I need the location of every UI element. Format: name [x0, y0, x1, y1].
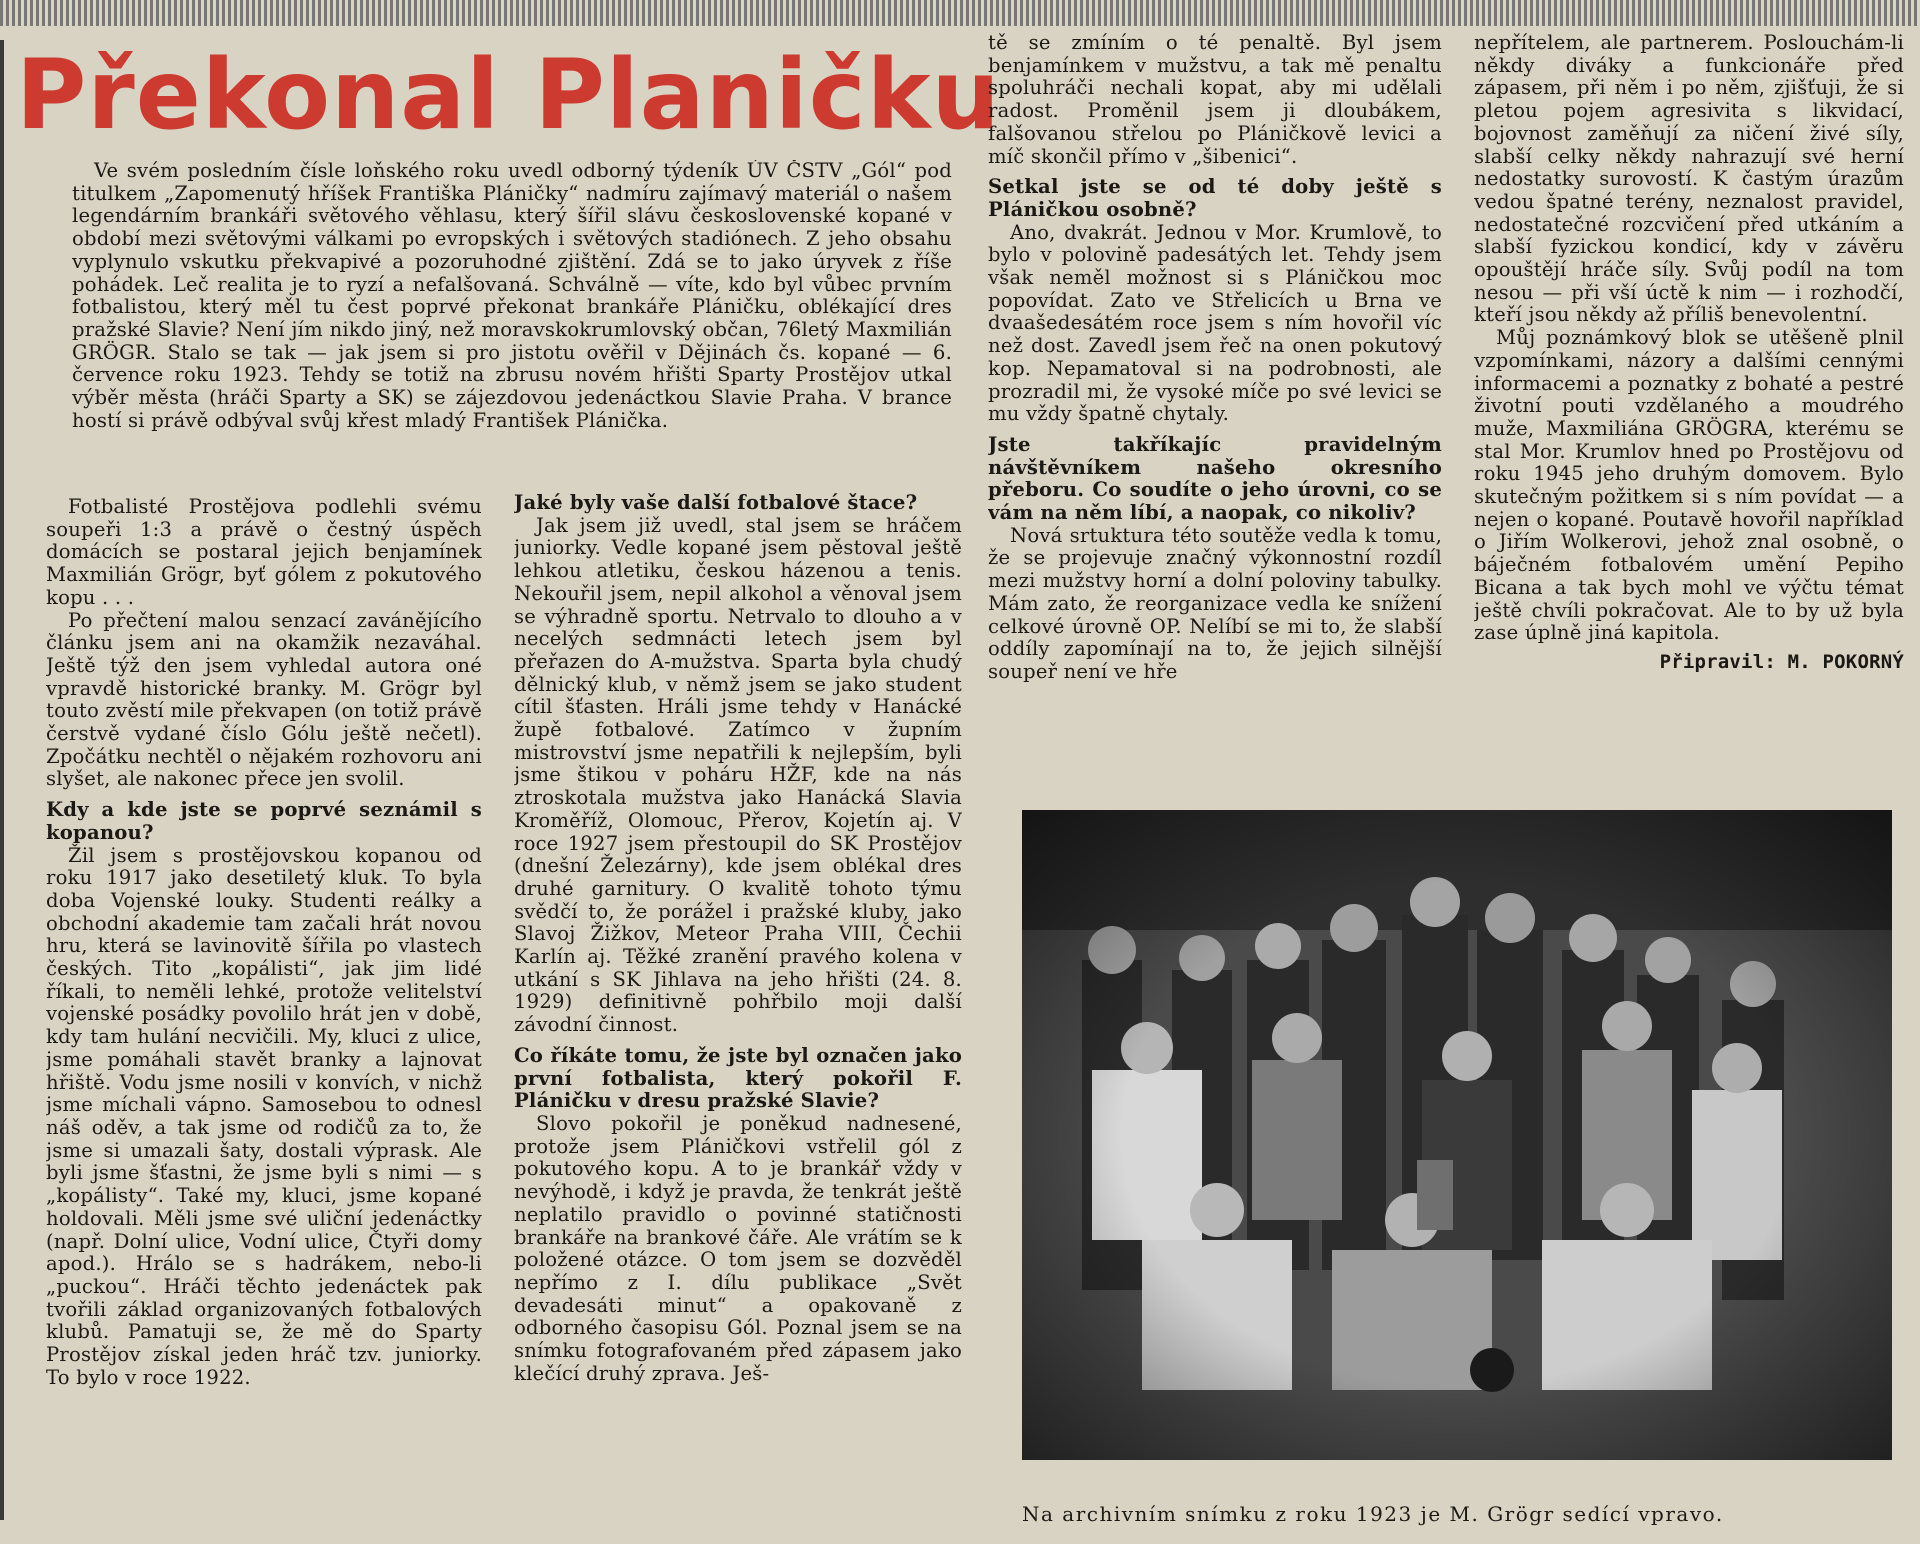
- answer-2: Jak jsem již uvedl, stal jsem se hráčem juniorky. Vedle kopané jsem pěstoval ještě lehkou atletiku, českou házenou a tenis. Nekouřil jsem, nepil alkohol a věnoval jsem se výhradně sportu. Netrvalo to dlouho a v necelých sedmnácti letech jsem byl přeřazen do A-mužstva. Sparta byla chudý dělnický klub, v němž jsem se jako student cítil šťasten. Hráli jsme tehdy v Hanácké župě fotbalové. Zatímco v župním mistrovství jsme nepatřili k nejlepším, byli jsme štikou v poháru HŽF, kde na nás ztroskotala mužstva jako Hanácká Slavia Kroměříž, Olomouc, Přerov, Kojetín aj. V roce 1927 jsem přestoupil do SK Prostějov (dnešní Železárny), kde jsem oblékal dres druhé garnitury. O kvalitě tohoto týmu svědčí to, že porážel i pražské kluby, jako Slavoj Žižkov, Meteor Praha VIII, Čechii Karlín aj. Těžké zranění pravého kolena v utkání s SK Jihlava na jeho hřišti (24. 8. 1929) definitivně pohřbilo moji další závodní činnost.: [514, 513, 962, 1037]
- answer-3: Slovo pokořil je poněkud nadnesené, protože jsem Pláničkovi vstřelil gól z pokutového kopu. A to je brankář vždy v nevýhodě, i když je pravda, že tenkrát ještě neplatilo pravidlo o povinné statičnosti brankáře na brankové čáře. Ale vrátím se k položené otázce. O tom jsem se dozvěděl nepřímo z I. dílu publikace „Svět devadesáti minut“ a opakovaně z odborného časopisu Gól. Poznal jsem se na snímku fotografovaném před zápasem jako klečící druhý zprava. Ješ-: [514, 1111, 962, 1385]
- column-1: [46, 496, 482, 1526]
- answer-5-continued: nepřítelem, ale partnerem. Poslouchám-li někdy diváky a funkcionáře před zápasem, při něm i po něm, zjišťuji, že si pletou pojem agresivita s likvidací, bojovnost zaměňují za ničení živé síly, slabší celky někdy nahrazují své herní nedostatky surovostí. K častým úrazům vedou špatné terény, neznalost pravidel, nedostatečné rozcvičení před utkáním a slabší fyzickou kondicí, kdy v závěru opouštějí hráče síly. Svůj podíl na tom nesou — při vší úctě k nim — i rozhodčí, kteří jsou někdy až příliš benevolentní.: [1474, 32, 1904, 327]
- page-edge: [0, 40, 4, 1520]
- answer-1: Žil jsem s prostějovskou kopanou od roku 1917 jako desetiletý kluk. To byla doba Vojenské louky. Studenti reálky a obchodní akademie tam začali hrát novou hru, která se lavinovitě šířila po vlastech českých. Tito „kopálisti“, jak jim lidé říkali, to neměli lehké, protože velitelství vojenské posádky povolilo hrát jen v době, kdy tam hulání necvičili. My, kluci z ulice, jsme pomáhali stavět branky a lajnovat hřiště. Vodu jsme nosili v konvích, v nichž jsme míchali vápno. Samosebou to odnesl náš oděv, a tak jsme od rodičů za to, že jsme si umazali šaty, dostali výprask. Ale byli jsme šťastni, že jsme byli s nimi — s „kopálisty“. Také my, kluci, jsme kopané holdovali. Měli jsme své uliční jedenáctky (např. Dolní ulice, Vodní ulice, Čtyři domy apod.). Hrálo se s hadrákem, nebo-li „puckou“. Hráči těchto jedenáctek pak tvořili základ organizovaných fotbalových klubů. Pamatuji se, že mě do Sparty Prostějov získal jeden hráč tzv. juniorky. To bylo v roce 1922.: [46, 843, 482, 1389]
- intro-block: [72, 160, 952, 480]
- col1-paragraph-1: Fotbalisté Prostějova podlehli svému soupeři 1:3 a právě o čestný úspěch domácích se postaral jejich benjamínek Maxmilián Grögr, byť gólem z pokutového kopu . . .: [46, 496, 482, 609]
- answer-4: Ano, dvakrát. Jednou v Mor. Krumlově, to bylo v polovině padesátých let. Tehdy jsem však neměl možnost si s Pláničkou moc popovídat. Zato ve Střelicích u Brna ve dvaašedesátém roce jsem s ním hovořil víc než dost. Zavedl jsem řeč na onen pokutový kop. Nepamatoval si na podrobnosti, ale prozradil mi, že vysoké míče po své levici se mu vždy špatně chytaly.: [988, 220, 1442, 426]
- answer-5: Nová srtuktura této soutěže vedla k tomu, že se projevuje značný výkonnostní rozdíl mezi mužstvy horní a dolní poloviny tabulky. Mám zato, že reorganizace vedla ke snížení celkové úrovně OP. Nelíbí se mi to, že slabší oddíly zapomínají na to, že jejich silnější soupeř není ve hře: [988, 523, 1442, 683]
- author-byline: Připravil: M. POKORNÝ: [1659, 650, 1904, 673]
- question-5: Jste takříkajíc pravidelným návštěvníkem našeho okresního přeboru. Co soudíte o jeho úrovni, co se vám na něm líbí, a naopak, co nikoliv?: [988, 432, 1442, 525]
- question-3: Co říkáte tomu, že jste byl označen jako první fotbalista, který pokořil F. Pláničku v dresu pražské Slavie?: [514, 1043, 962, 1113]
- photo-caption: Na archivním snímku z roku 1923 je M. Grögr sedící vpravo.: [1022, 1502, 1724, 1526]
- col1-paragraph-2: Po přečtení malou senzací zavánějícího článku jsem ani na okamžik nezaváhal. Ještě týž den jsem vyhledal autora oné vpravdě historické branky. M. Grögr byl touto zvěstí mile překvapen (on totiž právě čerstvě vydané číslo Gólu ještě nečetl). Zpočátku nechtěl o nějakém rozhovoru ani slyšet, ale nakonec přece jen svolil.: [46, 608, 482, 791]
- top-border-stripe: [0, 0, 1920, 26]
- team-photo-illustration: [1022, 810, 1892, 1460]
- article-headline: Překonal Planičku: [16, 39, 1001, 151]
- column-3: [988, 32, 1442, 776]
- question-4: Setkal jste se od té doby ještě s Pláničkou osobně?: [988, 175, 1442, 221]
- answer-3-continued: tě se zmíním o té penaltě. Byl jsem benjamínkem v mužstvu, a tak mě penaltu spoluhráči nechali kopat, aby mi udělali radost. Proměnil jsem ji dloubákem, falšovanou střelou po Pláničkově levici a míč skončil přímo v „šibenici“.: [988, 32, 1442, 168]
- column-4: [1474, 32, 1904, 776]
- question-1: Kdy a kde jste se poprvé seznámil s kopanou?: [46, 798, 482, 844]
- question-2: Jaké byly vaše další fotbalové štace?: [514, 492, 918, 514]
- team-photo: [1022, 810, 1892, 1460]
- column-2: [514, 492, 962, 1522]
- closing-paragraph: Můj poznámkový blok se utěšeně plnil vzpomínkami, názory a dalšími cennými informacemi a poznatky z bohaté a pestré životní pouti vzdělaného a moudrého muže, Maxmiliána GRÖGRA, kterému se stal Mor. Krumlov hned po Prostějovu od roku 1945 jeho druhým domovem. Bylo skutečným požitkem si s ním povídat — a nejen o kopané. Poutavě hovořil například o Jiřím Wolkerovi, jehož znal osobně, o báječném fotbalovém umění Pepiho Bicana a tak bych mohl ve výčtu témat ještě chvíli pokračovat. Ale to by už byla zase úplně jiná kapitola.: [1474, 326, 1904, 645]
- intro-paragraph: Ve svém posledním čísle loňského roku uvedl odborný týdeník ÚV ČSTV „Gól“ pod titulkem „Zapomenutý hříšek Františka Pláničky“ nadmíru zajímavý materiál o našem legendárním brankáři světového věhlasu, který šířil slávu československé kopané v období mezi světovými válkami po evropských i světových stadiónech. Z jeho obsahu vyplynulo vskutku překvapivé a pozoruhodné zjištění. Zdá se to jako úryvek z říše pohádek. Leč realita je to ryzí a nefalšovaná. Schválně — víte, kdo byl vůbec prvním fotbalistou, který měl tu čest poprvé překonat brankáře Pláničku, oblékající dres pražské Slavie? Není jím nikdo jiný, než moravskokrumlovský občan, 76letý Maxmilián GRÖGR. Stalo se tak — jak jsem si pro jistotu ověřil v Dějinách čs. kopané — 6. července roku 1923. Tehdy se totiž na zbrusu novém hřišti Sparty Prostějov utkal výběr města (hráči Sparty a SK) se zájezdovou jedenáctkou Slavie Praha. V brance hostí si právě odbýval svůj křest mladý František Plánička.: [72, 160, 952, 432]
